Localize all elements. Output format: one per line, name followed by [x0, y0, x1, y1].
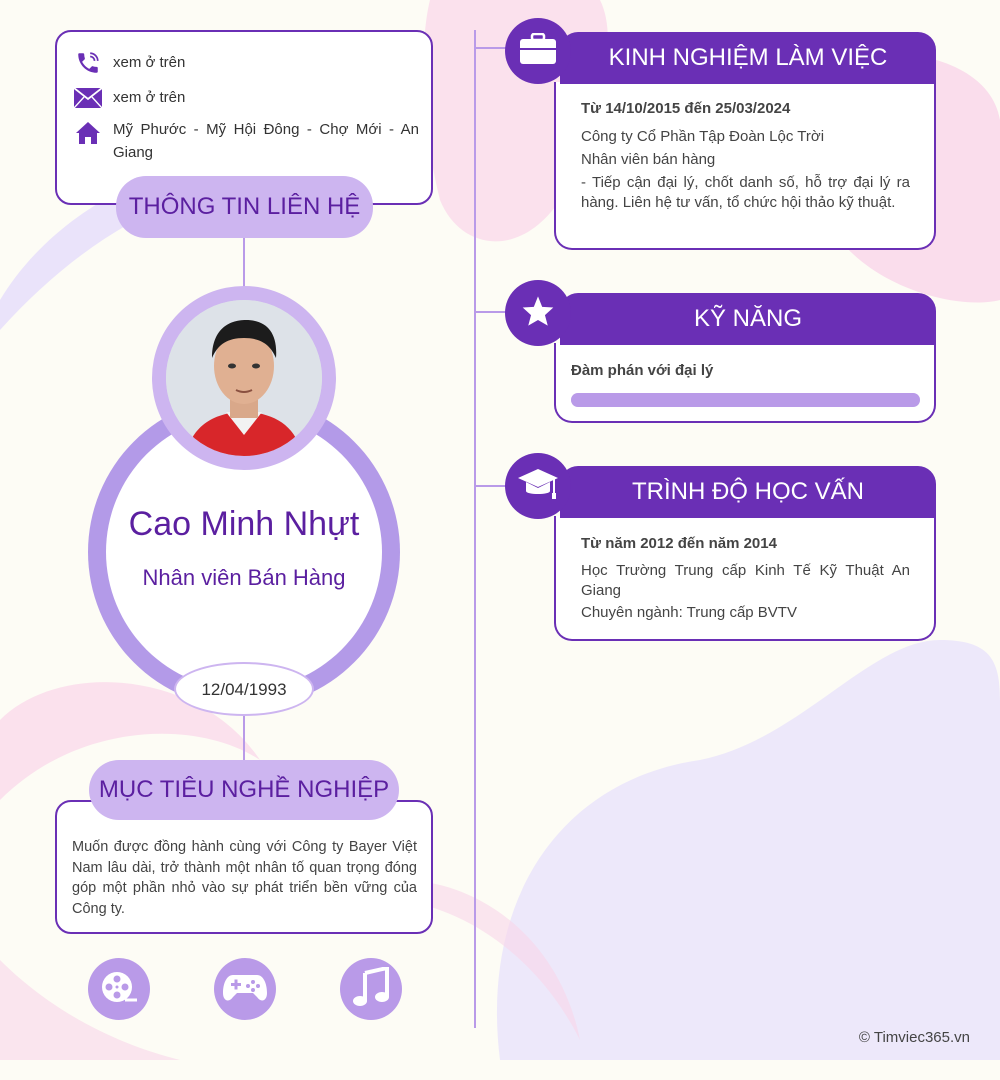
hobby-film [88, 958, 150, 1020]
experience-position: Nhân viên bán hàng [581, 151, 716, 168]
connector-line [243, 716, 245, 762]
skill-level-fill [571, 393, 920, 407]
home-icon [73, 120, 103, 146]
contact-email: xem ở trên [113, 89, 186, 106]
contact-title: THÔNG TIN LIÊN HỆ [116, 176, 373, 238]
copyright: © Timviec365.vn [858, 1029, 970, 1046]
envelope-icon [73, 85, 103, 111]
experience-company: Công ty Cổ Phần Tập Đoàn Lộc Trời [581, 128, 825, 145]
phone-icon [73, 50, 103, 76]
skills-icon-badge [505, 280, 571, 346]
objective-title: MỤC TIÊU NGHỀ NGHIỆP [89, 760, 399, 820]
gamepad-icon [223, 971, 267, 1008]
experience-title: KINH NGHIỆM LÀM VIỆC [560, 32, 936, 84]
profile-job-title: Nhân viên Bán Hàng [142, 565, 346, 590]
timeline-line [474, 30, 476, 1028]
contact-phone-row [73, 50, 185, 76]
skill-name: Đàm phán với đại lý [571, 362, 714, 379]
experience-description: - Tiếp cận đại lý, chốt danh số, hỗ trợ đại lý ra hàng. Liên hệ tư vấn, tổ chức hội thảo kỹ thuật. [581, 174, 910, 211]
hobby-games [214, 958, 276, 1020]
contact-address-row [73, 118, 419, 164]
music-note-icon [353, 967, 389, 1012]
skills-title: KỸ NĂNG [560, 293, 936, 345]
skills-body [554, 343, 936, 423]
star-icon [521, 295, 555, 332]
graduation-cap-icon [517, 467, 559, 506]
briefcase-icon [519, 33, 557, 70]
education-period: Từ năm 2012 đến năm 2014 [581, 535, 777, 552]
education-school: Học Trường Trung cấp Kinh Tế Kỹ Thuật An Giang [581, 562, 910, 599]
education-title: TRÌNH ĐỘ HỌC VẤN [560, 466, 936, 518]
contact-address: Mỹ Phước - Mỹ Hội Đông - Chợ Mới - An Giang [113, 121, 419, 161]
profile-name: Cao Minh Nhựt [128, 505, 360, 543]
contact-email-row [73, 85, 185, 111]
skill-level-bar [571, 393, 920, 407]
experience-icon-badge [505, 18, 571, 84]
film-reel-icon [99, 967, 139, 1012]
objective-text: Muốn được đồng hành cùng với Công ty Bayer Việt Nam lâu dài, trở thành một nhân tố quan trọng đóng góp một phần nhỏ vào sự phát triển bền vững của Công ty. [72, 839, 417, 917]
education-major: Chuyên ngành: Trung cấp BVTV [581, 604, 797, 621]
hobby-music [340, 958, 402, 1020]
experience-period: Từ 14/10/2015 đến 25/03/2024 [581, 100, 791, 117]
education-icon-badge [505, 453, 571, 519]
birthdate: 12/04/1993 [201, 680, 287, 699]
contact-phone: xem ở trên [113, 54, 186, 71]
connector-line [243, 238, 245, 288]
avatar [166, 300, 322, 456]
